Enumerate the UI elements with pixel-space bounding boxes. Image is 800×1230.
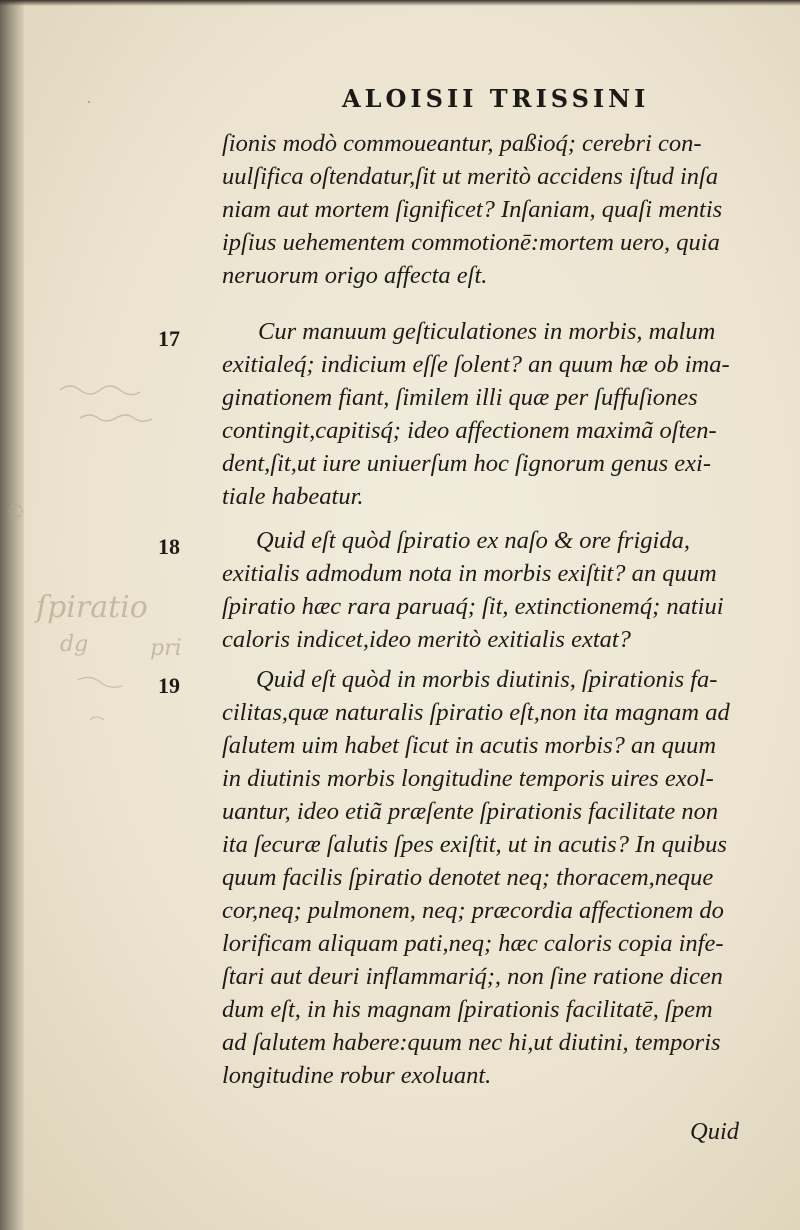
text-line: ginationem fiant, ſimilem illi quæ per ſuffuſiones [222, 384, 698, 411]
text-line: longitudine robur exoluant. [222, 1062, 492, 1089]
catchword: Quid [690, 1118, 739, 1145]
text-line: uantur, ideo etiã præſente ſpirationis facilitate non [222, 798, 719, 825]
text-line: ſalutem uim habet ſicut in acutis morbis? an quum [222, 732, 717, 759]
text-line: ad ſalutem habere:quum nec hi,ut diutini, temporis [222, 1029, 721, 1056]
text-line: contingit,capitisq́; ideo affectionem maximã oſten- [222, 417, 717, 444]
book-binding-edge [0, 0, 24, 1230]
marginalia-note: dg [60, 632, 89, 657]
marginalia-note: ſpiratio [36, 590, 148, 625]
text-line: in diutinis morbis longitudine temporis uires exol- [222, 765, 714, 792]
text-line: quum facilis ſpiratio denotet neq; thoracem,neque [222, 864, 714, 891]
marginalia-note: pri [150, 636, 182, 661]
text-line: dum eſt, in his magnam ſpirationis facilitatē, ſpem [222, 996, 713, 1023]
text-line: caloris indicet,ideo meritò exitialis extat? [222, 626, 631, 653]
section-number: 19 [158, 673, 180, 698]
text-line: exitialeq́; indicium eſſe ſolent? an quum hæ ob ima- [222, 351, 730, 378]
text-line: ipſius uehementem commotionē:mortem uero, quia [222, 229, 720, 256]
text-line: ſpiratio hæc rara paruaq́; ſit, extinctionemq́; natiui [222, 593, 724, 620]
text-line: niam aut mortem ſignificet? Inſaniam, quaſi mentis [222, 196, 723, 223]
text-line: lorificam aliquam pati,neq; hæc caloris copia infe- [222, 930, 724, 957]
text-line: exitialis admodum nota in morbis exiſtit? an quum [222, 560, 717, 587]
text-line: neruorum origo affecta eſt. [222, 262, 488, 289]
text-line: ita ſecuræ ſalutis ſpes exiſtit, ut in acutis? In quibus [222, 831, 727, 858]
running-header: ALOISII TRISSINI [342, 84, 650, 113]
text-line: cilitas,quæ naturalis ſpiratio eſt,non ita magnam ad [222, 699, 730, 726]
text-line: Quid eſt quòd in morbis diutinis, ſpirationis fa- [256, 666, 718, 693]
page-speck: · [86, 92, 92, 113]
page-top-shadow [0, 0, 800, 6]
text-line: uulſifica oſtendatur,ſit ut meritò accidens iſtud inſa [222, 163, 719, 190]
section-number: 18 [158, 534, 180, 559]
text-line: Quid eſt quòd ſpiratio ex naſo & ore frigida, [256, 527, 690, 554]
text-line: Cur manuum geſticulationes in morbis, malum [258, 318, 716, 345]
text-line: ſionis modò commoueantur, paßioq́; cerebri con- [222, 130, 702, 157]
section-number: 17 [158, 326, 180, 351]
text-line: cor,neq; pulmonem, neq; præcordia affectionem do [222, 897, 724, 924]
marginalia-scribble [50, 370, 190, 450]
text-line: tiale habeatur. [222, 483, 364, 510]
marginalia-scribble [70, 650, 160, 740]
text-line: ſtari aut deuri inflammariq́;, non ſine ratione dicen [222, 963, 723, 990]
page-speck: ◌ [8, 500, 24, 521]
text-line: dent,ſit,ut iure uniuerſum hoc ſignorum genus exi- [222, 450, 712, 477]
